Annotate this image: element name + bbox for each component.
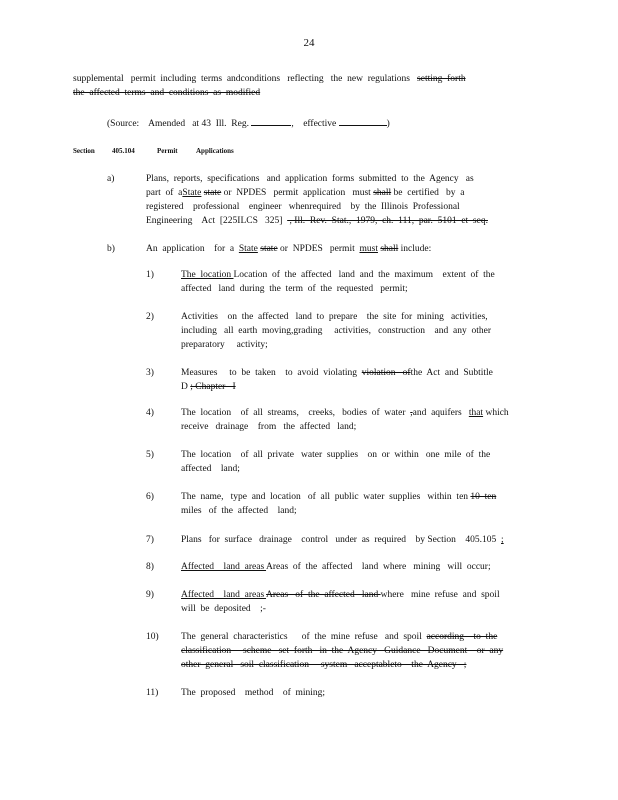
source-note: (Source: Amended at 43 Ill. Reg. , effective ) [107,116,537,131]
page-number: 24 [303,37,315,49]
item-7-number: 7) [146,535,154,545]
item-4: The location of all streams, creeks, bodies of water ,and aquifers that which receive drainage from the affected land; [181,408,509,432]
item-11-number: 11) [146,688,159,698]
item-10-number: 10) [146,632,159,642]
item-2-number: 2) [146,312,154,322]
item-8-number: 8) [146,562,154,572]
item-9-number: 9) [146,590,154,600]
section-title-2: Applications [196,147,234,155]
para-a-label: a) [107,174,115,184]
section-title-1: Permit [157,147,178,155]
item-10: The general characteristics of the mine refuse and spoil according to the classification scheme set forth in the Agency Guidance Document or any other general soil classification system acceptableto the Agency ; [181,632,504,670]
para-a: Plans, reports, specifications and application forms submitted to the Agency as part of aState state or NPDES permit application must shall be certified by a registered professional engineer whenrequired by the Illinois Professional Engineering Act [225ILCS 325] , Ill. Rev. Stat., 1979, ch. 111, par. 5101 et seq. [146,174,488,226]
item-7: Plans for surface drainage control under as required by Section 405.105 ; [181,535,504,545]
item-6-number: 6) [146,492,154,502]
para-b: An application for a State state or NPDES permit must shall include: [146,244,432,254]
item-9: Affected land areas Areas of the affected land where mine refuse and spoil will be deposited ;- [181,590,500,614]
item-1-number: 1) [146,270,154,280]
section-label: Section [73,147,95,155]
item-5-number: 5) [146,450,154,460]
item-4-number: 4) [146,408,154,418]
item-6: The name, type and location of all public water supplies within ten 10 ten miles of the affected land; [181,492,497,516]
item-3: Measures to be taken to avoid violating violation ofthe Act and Subtitle D ; Chapter I [181,368,493,392]
item-3-number: 3) [146,368,154,378]
item-5: The location of all private water supplies on or within one mile of the affected land; [181,450,491,474]
item-2: Activities on the affected land to prepare the site for mining activities, including all earth moving,grading activities, construction and any other preparatory activity; [181,312,491,350]
item-8: Affected land areas Areas of the affected land where mining will occur; [181,562,491,572]
para-b-label: b) [107,244,115,254]
item-1: The location Location of the affected land and the maximum extent of the affected land during the term of the requested permit; [181,270,495,294]
section-number: 405.104 [112,147,135,155]
item-11: The proposed method of mining; [181,688,326,698]
intro-paragraph: supplemental permit including terms andconditions reflecting the new regulations setting forth the affected terms and conditions as modified [73,74,466,98]
